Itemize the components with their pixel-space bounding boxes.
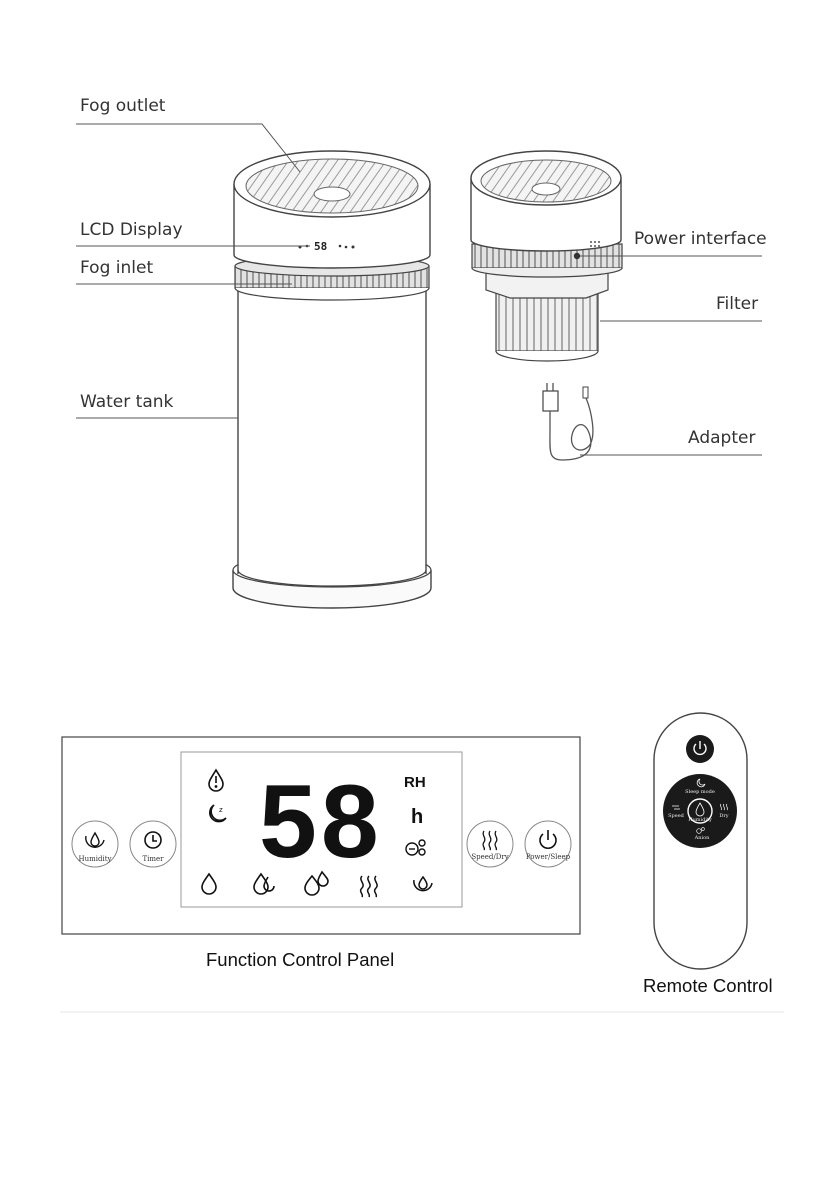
humidity-button[interactable]	[72, 821, 118, 867]
label-power-interface: Power interface	[634, 229, 767, 249]
caption-remote-control: Remote Control	[643, 975, 773, 996]
power-port	[574, 253, 580, 259]
unit-rh: RH	[404, 774, 426, 791]
remote-humidity-label: Humidity	[688, 817, 712, 823]
remote-power-button[interactable]	[686, 735, 714, 763]
remote-dry-label: Dry	[719, 813, 729, 819]
adapter-illustration	[543, 383, 593, 460]
humidity-button-label: Humidity	[78, 855, 112, 863]
svg-text:z: z	[219, 806, 223, 814]
remote-speed-label: Speed	[668, 813, 684, 819]
remote-control	[654, 713, 747, 969]
label-filter: Filter	[716, 294, 759, 314]
function-control-panel	[62, 737, 580, 934]
timer-button-label: Timer	[142, 855, 164, 863]
power-sleep-button-label: Power/Sleep	[525, 853, 571, 861]
power-sleep-button[interactable]	[525, 821, 571, 867]
label-lcd-display: LCD Display	[80, 220, 183, 240]
remote-anion-label: Anion	[694, 835, 710, 841]
device-lcd-value: 58	[314, 240, 328, 253]
unit-hours: h	[411, 806, 424, 828]
caption-function-control-panel: Function Control Panel	[206, 949, 395, 970]
timer-button[interactable]	[130, 821, 176, 867]
humidifier-illustration	[233, 151, 431, 608]
speed-dry-button-label: Speed/Dry	[471, 853, 509, 861]
label-water-tank: Water tank	[80, 392, 174, 412]
remote-sleep-label: Sleep mode	[685, 789, 715, 795]
label-adapter: Adapter	[688, 428, 756, 448]
label-fog-outlet: Fog outlet	[80, 96, 166, 116]
label-fog-inlet: Fog inlet	[80, 258, 154, 278]
speed-dry-button[interactable]	[467, 821, 513, 867]
panel-display-value: 58	[259, 764, 383, 880]
